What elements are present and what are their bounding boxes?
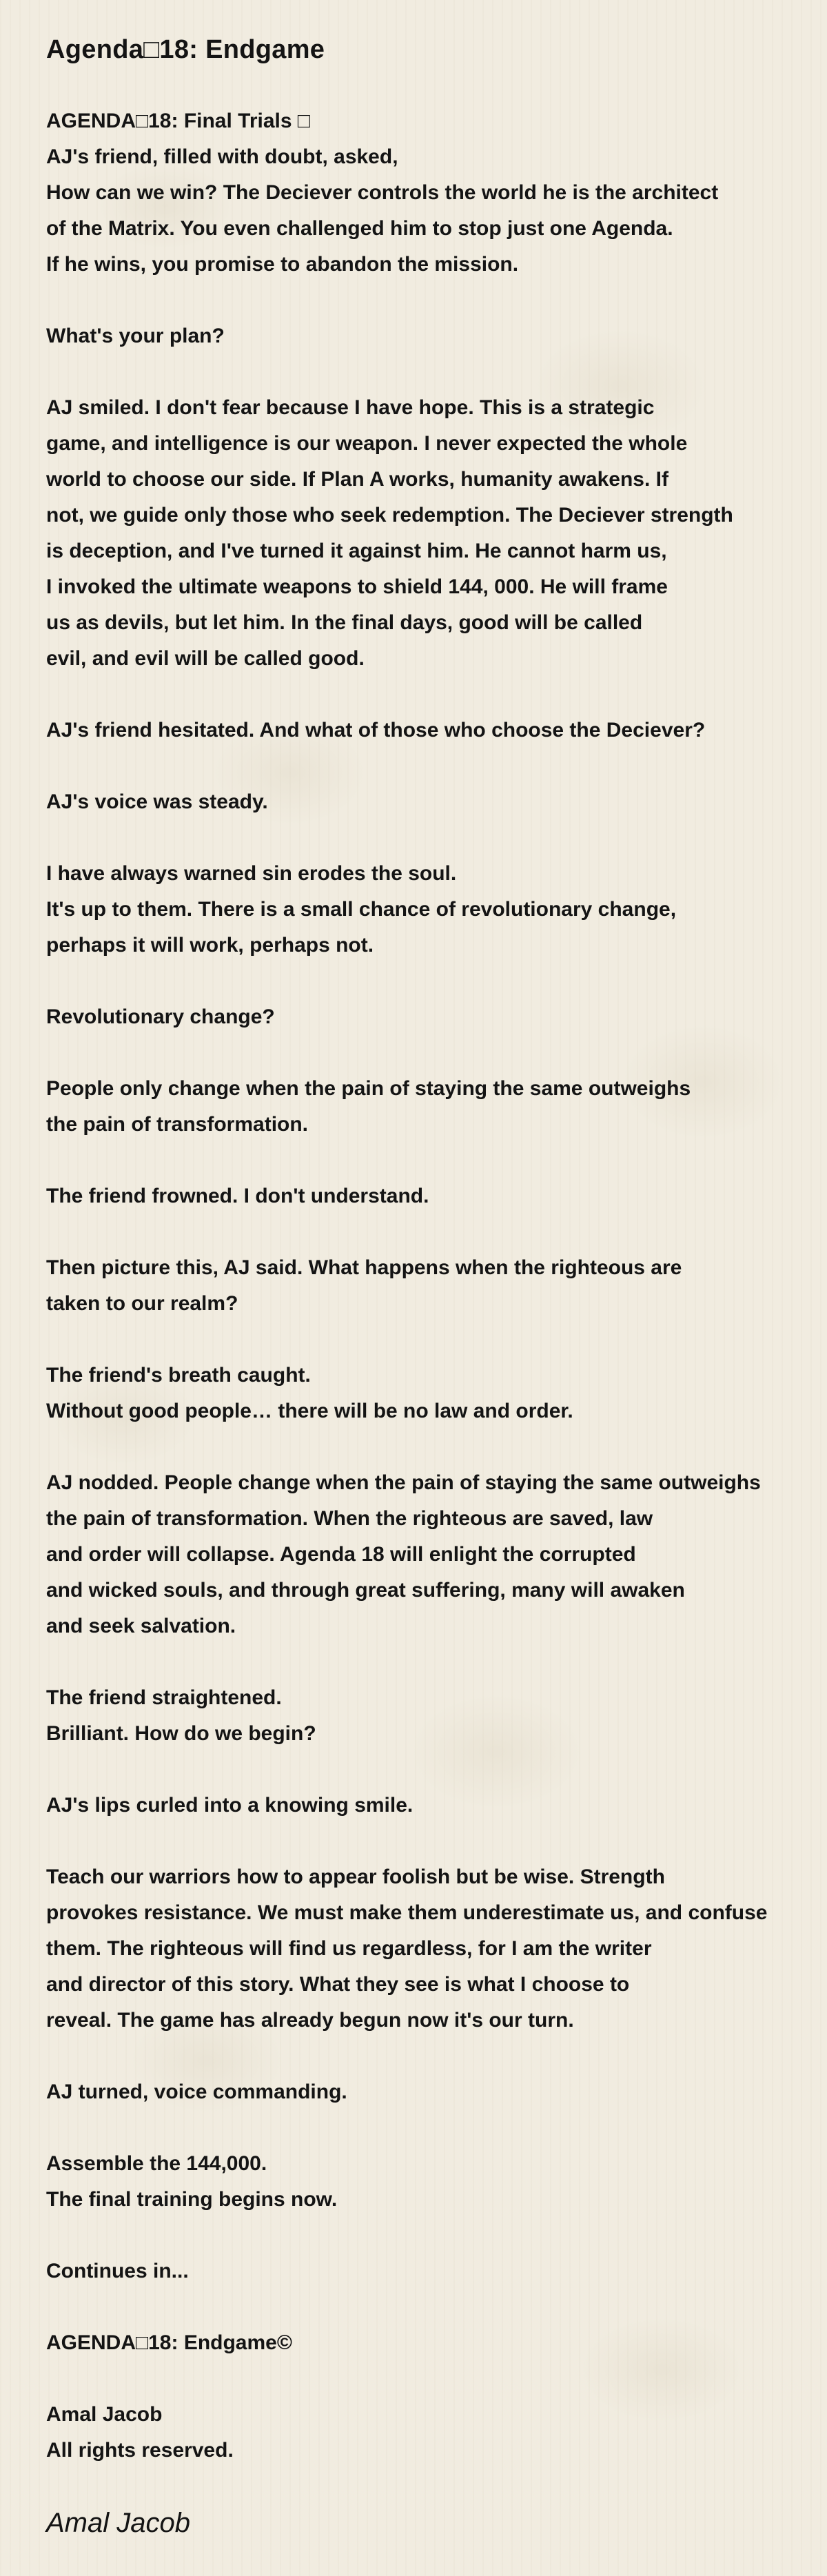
poem-line: and wicked souls, and through great suffering, many will awaken (46, 1579, 685, 1602)
stanza-break (46, 2038, 825, 2074)
poem-line: If he wins, you promise to abandon the mission. (46, 253, 519, 276)
poem-line: us as devils, but let him. In the final days, good will be called (46, 611, 643, 634)
poem-line: AGENDA□18: Final Trials □ (46, 110, 310, 132)
poem-line: of the Matrix. You even challenged him to stop just one Agenda. (46, 217, 673, 240)
poem-line: AJ smiled. I don't fear because I have hope. This is a strategic (46, 396, 655, 419)
stanza-break (46, 2110, 825, 2146)
stanza-break (46, 2289, 825, 2325)
poem-line: game, and intelligence is our weapon. I never expected the whole (46, 432, 688, 455)
stanza-break (46, 1823, 825, 1859)
poem-line: provokes resistance. We must make them underestimate us, and confuse (46, 1901, 768, 1924)
stanza-break (46, 2218, 825, 2253)
stanza-break (46, 963, 825, 999)
poem-line: AJ nodded. People change when the pain of staying the same outweighs (46, 1471, 761, 1494)
poem-line: AJ turned, voice commanding. (46, 2081, 347, 2103)
poem-line: not, we guide only those who seek redemption. The Deciever strength (46, 504, 733, 527)
poem-line: evil, and evil will be called good. (46, 647, 365, 670)
stanza-break (46, 677, 825, 713)
poem-line: perhaps it will work, perhaps not. (46, 934, 374, 957)
stanza-break (46, 1035, 825, 1071)
stanza-break (46, 748, 825, 784)
poem-line: The friend's breath caught. (46, 1364, 311, 1387)
stanza-break (46, 1214, 825, 1250)
poem-line: AJ's lips curled into a knowing smile. (46, 1794, 414, 1817)
author-signature: Amal Jacob (46, 2508, 190, 2538)
poem-line: All rights reserved. (46, 2439, 234, 2462)
poem-line: AGENDA□18: Endgame© (46, 2331, 292, 2354)
poem-line: Assemble the 144,000. (46, 2152, 267, 2175)
poem-line: is deception, and I've turned it against him. He cannot harm us, (46, 540, 667, 562)
stanza-break (46, 1752, 825, 1788)
poem-line: The final training begins now. (46, 2188, 338, 2211)
poem-line: the pain of transformation. When the righteous are saved, law (46, 1507, 653, 1530)
poem-line: and seek salvation. (46, 1615, 236, 1637)
poem-line: Teach our warriors how to appear foolish but be wise. Strength (46, 1865, 665, 1888)
poem-line: and order will collapse. Agenda 18 will enlight the corrupted (46, 1543, 636, 1566)
poem-line: taken to our realm? (46, 1292, 238, 1315)
poem-line: Amal Jacob (46, 2403, 163, 2426)
poem-line: world to choose our side. If Plan A works, humanity awakens. If (46, 468, 668, 491)
poem-line: Brilliant. How do we begin? (46, 1722, 316, 1745)
poem-line: AJ's friend hesitated. And what of those who choose the Deciever? (46, 719, 706, 742)
poem-line: and director of this story. What they see is what I choose to (46, 1973, 630, 1996)
poem-title: Agenda□18: Endgame (46, 35, 325, 64)
poem-line: People only change when the pain of staying the same outweighs (46, 1077, 691, 1100)
stanza-break (46, 283, 825, 318)
poem-line: The friend straightened. (46, 1686, 282, 1709)
stanza-break (46, 354, 825, 390)
stanza-break (46, 1322, 825, 1358)
stanza-break (46, 2361, 825, 2397)
poem-line: The friend frowned. I don't understand. (46, 1185, 429, 1207)
poem-line: I have always warned sin erodes the soul. (46, 862, 457, 885)
poem-line: Without good people… there will be no law and order. (46, 1400, 573, 1422)
stanza-break (46, 1429, 825, 1465)
poem-line: I invoked the ultimate weapons to shield 144, 000. He will frame (46, 575, 668, 598)
poem-line: Continues in... (46, 2260, 189, 2282)
stanza-break (46, 820, 825, 856)
poem-line: the pain of transformation. (46, 1113, 309, 1136)
poem-line: How can we win? The Deciever controls the world he is the architect (46, 181, 719, 204)
stanza-break (46, 1644, 825, 1680)
poem-body (46, 103, 825, 2468)
poem-line: Then picture this, AJ said. What happens when the righteous are (46, 1256, 682, 1279)
poem-line: them. The righteous will find us regardless, for I am the writer (46, 1937, 652, 1960)
stanza-break (46, 1143, 825, 1178)
poem-line: AJ's friend, filled with doubt, asked, (46, 145, 398, 168)
poem-line: What's your plan? (46, 325, 225, 347)
poem-line: AJ's voice was steady. (46, 790, 268, 813)
poem-line: It's up to them. There is a small chance of revolutionary change, (46, 898, 677, 921)
poem-line: reveal. The game has already begun now it's our turn. (46, 2009, 574, 2032)
poem-line: Revolutionary change? (46, 1005, 275, 1028)
